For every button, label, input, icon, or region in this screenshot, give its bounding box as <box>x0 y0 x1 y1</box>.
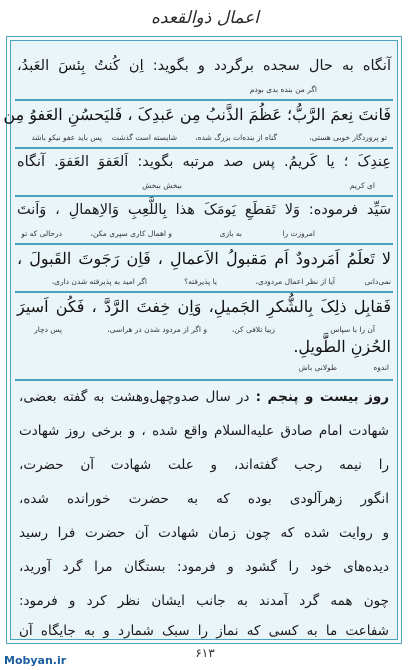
verse-line: عِندِکَ ؛ یا کَریمُ. پس صد مرتبه بگوید: اَلعَفوَ العَفوَ. آنگاه <box>17 154 391 170</box>
verse-translation: اگر امید به پذیرفته شدن داری، <box>51 277 147 286</box>
divider <box>15 99 393 101</box>
verse-line: لا تَعلَمُ اَمَردودٌ اَم مَقبولُ الاَعمالِ ، فَاِن رَجَوتَ القَبولَ ، <box>17 249 391 268</box>
verse-translation: تو پروردگار خوبی هستی، <box>309 133 387 142</box>
verse-translation: پس دچار <box>34 325 62 334</box>
paragraph-line: و روایت شده که چون زمان شهادت آن حضرت فرا رسید <box>19 525 389 541</box>
verse-line: الحُزنِ الطَّویلِ. <box>293 337 391 356</box>
paragraph-heading: روز بیست و پنجم : <box>255 389 390 405</box>
verse-translation: آن را با سپاس <box>330 325 375 334</box>
page-inner-frame <box>3 40 398 640</box>
verse-translation: زیبا تلافی کن، <box>231 325 275 334</box>
verse-translation: امروزت را <box>282 229 315 238</box>
verse-line: فَانتَ نِعمَ الرَّبُّ؛ عَظُمَ الذَّنبُ مِن عَبدِکَ ، فَلیَحسُنِ العَفوُ مِن <box>3 105 391 124</box>
verse-translation: یا پذیرفته؟ <box>184 277 217 286</box>
verse-translation: ای کریم <box>349 181 375 190</box>
verse-translation: شایسته است گذشت <box>111 133 177 142</box>
divider <box>15 379 393 381</box>
verse-translation: گناه از بنده‌ات بزرگ شده، <box>195 133 277 142</box>
paragraph-line: را نیمه رجب گفته‌اند، و علت شهادت آن حضرت، <box>19 457 389 473</box>
verse-translation: و اگر از مردود شدن در هراسی، <box>107 325 207 334</box>
verse-translation: پس باید عفو نیکو باشد <box>31 133 102 142</box>
verse-translation: اندوه <box>373 363 389 372</box>
verse-translation: طولانی باش <box>298 363 337 372</box>
verse-translation: نمی‌دانی <box>364 277 391 286</box>
page-frame <box>3 36 402 644</box>
paragraph-line: انگور زهرآلودی بوده که به حضرت خورانده شده، <box>19 491 389 507</box>
paragraph-line <box>19 389 389 405</box>
page-number: ۶۱۳ <box>195 646 215 660</box>
verse-translation: و اهمال کاری سپری مکن، <box>90 229 172 238</box>
verse-translation: اگر من بنده بدی بودم <box>249 85 317 94</box>
paragraph-heading-rest: در سال صدوچهل‌وهشت به گفته بعضی، <box>19 389 250 405</box>
divider <box>15 195 393 197</box>
paragraph-line: دیده‌های خود را گشود و فرمود: بستگان مرا گرد آورید، <box>19 559 389 575</box>
verse-translation: به بازی <box>219 229 242 238</box>
paragraph-line: چون همه گرد آمدند به جانب ایشان نظر کرد و فرمود: <box>19 593 389 609</box>
divider <box>15 243 393 245</box>
divider <box>15 147 393 149</box>
verse-line: سَیِّد فرموده: وَلا تَقطَعِ یَومَکَ هذا بِاللَّعِبِ وَالاِهمالِ ، وَاَنتَ <box>17 202 391 218</box>
divider <box>15 291 393 293</box>
watermark[interactable]: Mobyan.ir <box>4 654 67 667</box>
page-content <box>3 41 397 639</box>
verse-line: آنگاه به حال سجده برگردد و بگوید: اِن کُنتُ بِئسَ العَبدُ، <box>17 58 391 74</box>
page-header <box>0 0 410 36</box>
verse-line: فَقابِل ذلِکَ بِالشُّکرِ الجَمیلِ، وَاِن خِفتَ الرَّدَّ ، فَکُن اَسیرَ <box>17 297 391 316</box>
header-title: اعمال ذوالقعده <box>151 8 259 28</box>
verse-translation: ببخش ببخش <box>142 181 182 190</box>
paragraph-line: شهادت امام صادق عليه‌السلام واقع شده ، و برخی روز شهادت <box>19 423 389 439</box>
paragraph-line: شفاعت ما به کسی که نماز را سبک شمارد و به جایگاه آن <box>19 623 389 639</box>
verse-translation: درحالی که تو <box>21 229 62 238</box>
verse-translation: آیا از نظر اعمال مردودی، <box>255 277 335 286</box>
